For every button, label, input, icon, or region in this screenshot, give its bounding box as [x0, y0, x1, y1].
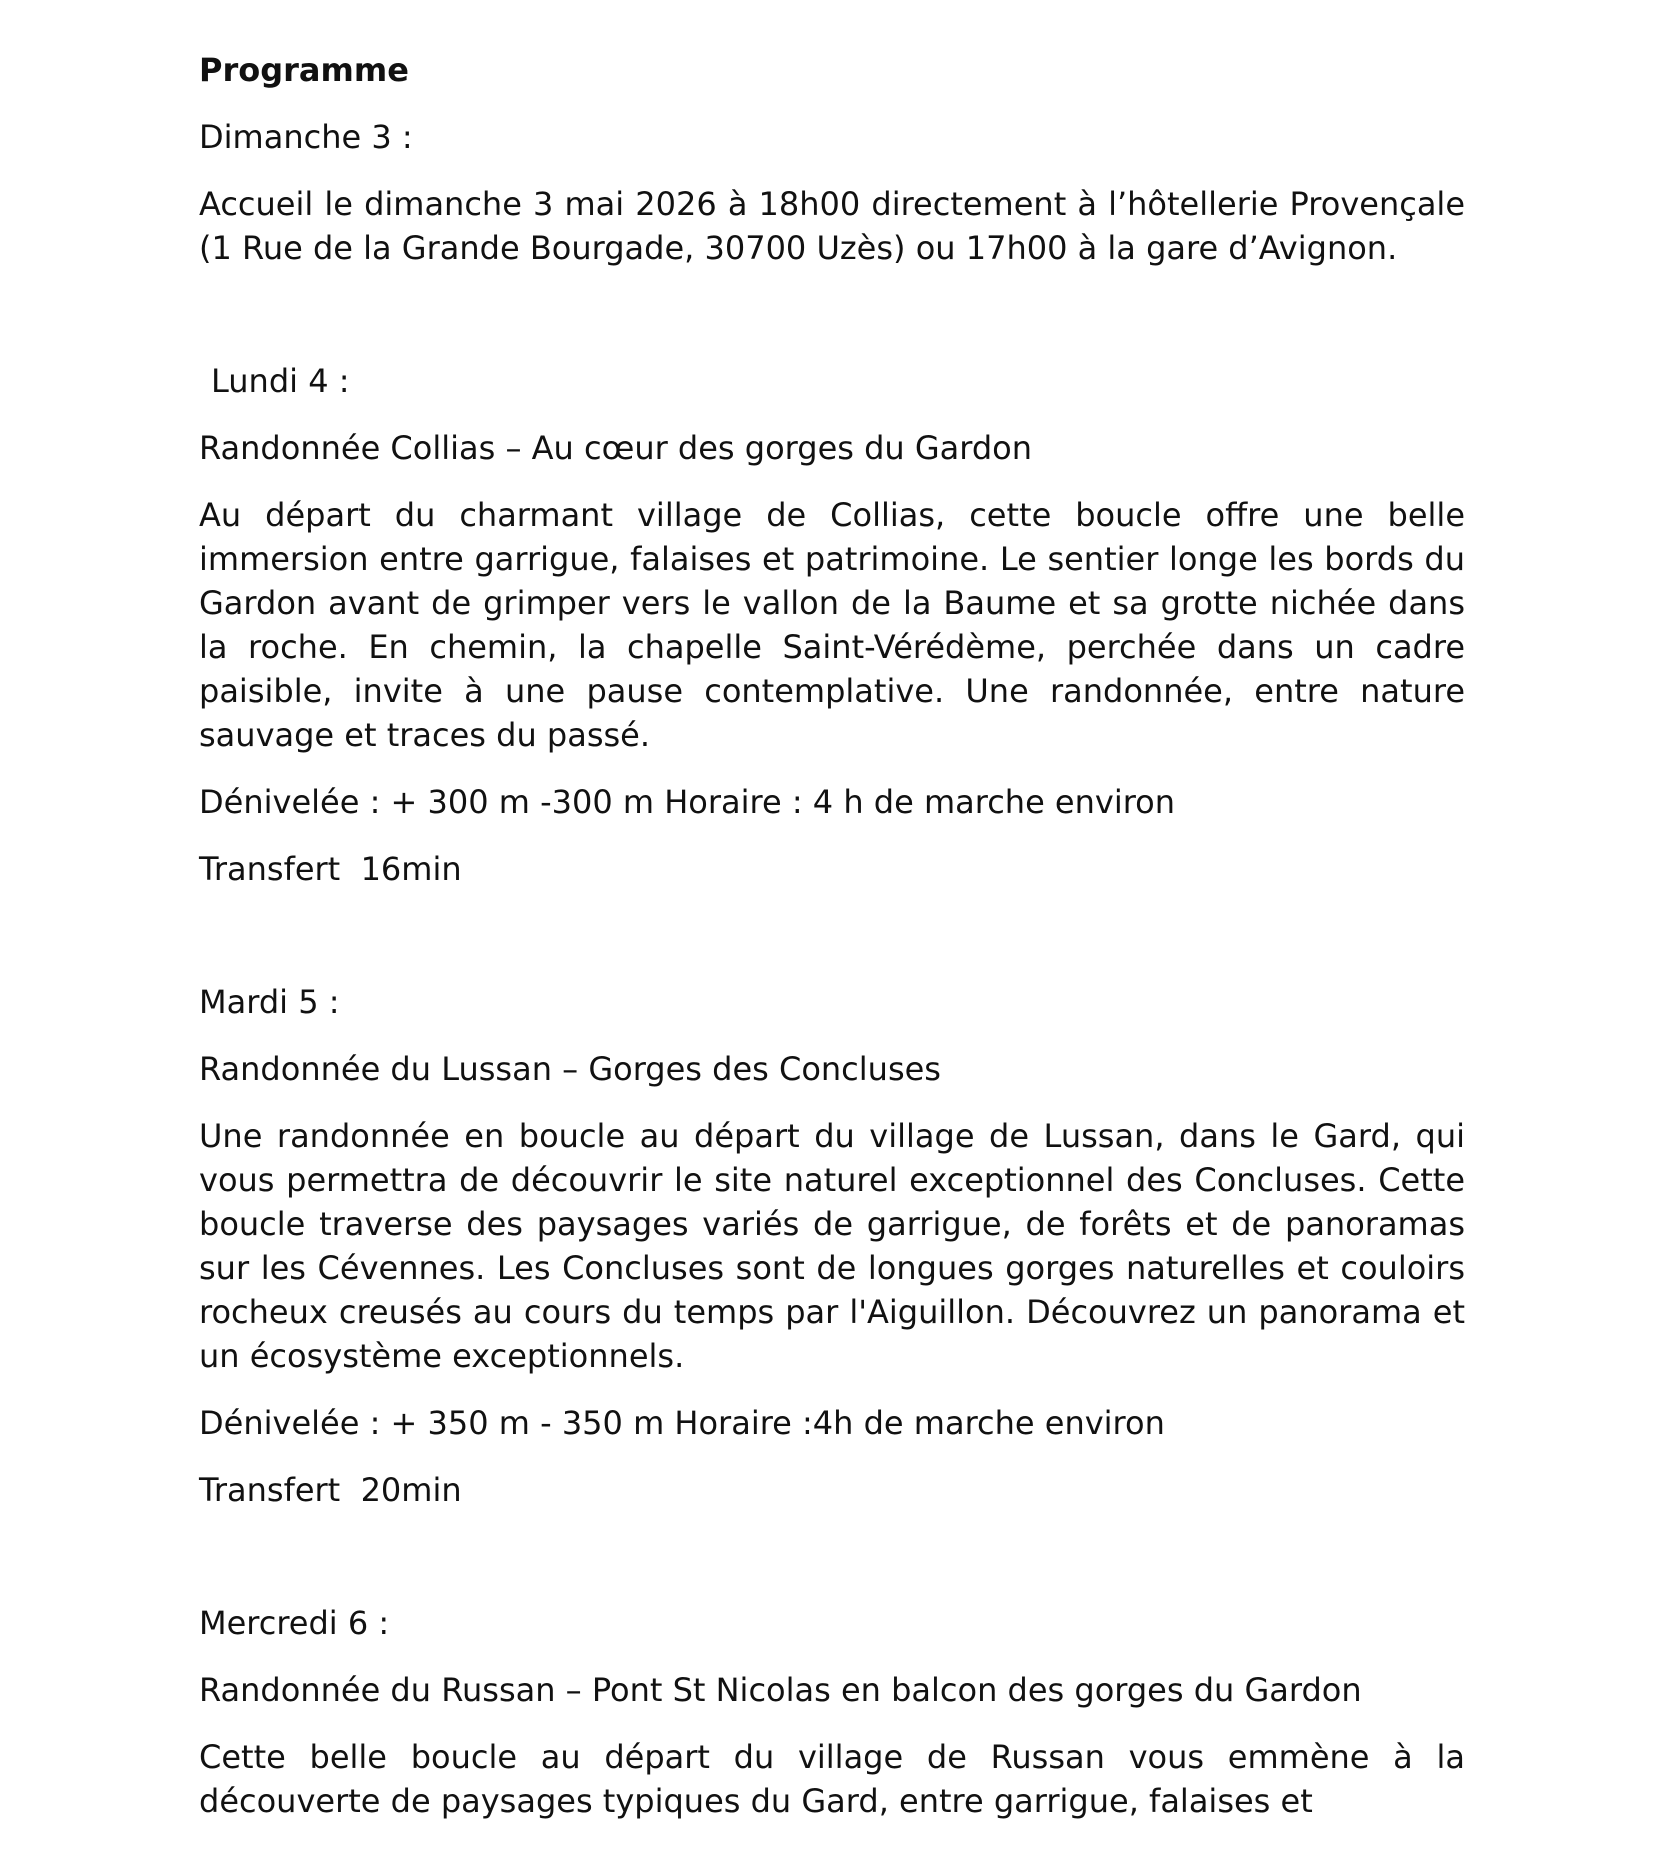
- day-description: Accueil le dimanche 3 mai 2026 à 18h00 directement à l’hôtellerie Provençale (1 Rue de la Grande Bourgade, 30700 Uzès) ou 17h00 à la gare d’Avignon.: [199, 185, 1465, 267]
- programme-title: Programme: [199, 51, 409, 89]
- hike-elevation-duration: Dénivelée : + 300 m -300 m Horaire : 4 h de marche environ: [199, 783, 1176, 821]
- day-section-monday: [199, 359, 1465, 891]
- day-heading: Dimanche 3 :: [199, 118, 413, 156]
- hike-description: Cette belle boucle au départ du village de Russan vous emmène à la découverte de paysages typiques du Gard, entre garrigue, falaises et: [199, 1738, 1465, 1820]
- day-heading: Mercredi 6 :: [199, 1604, 390, 1642]
- hike-description: Au départ du charmant village de Collias, cette boucle offre une belle immersion entre garrigue, falaises et patrimoine. Le sentier longe les bords du Gardon avant de grimper vers le vallon de la Baume et sa grotte nichée dans la roche. En chemin, la chapelle Saint-Vérédème, perchée dans un cadre paisible, invite à une pause contemplative. Une randonnée, entre nature sauvage et traces du passé.: [199, 496, 1465, 754]
- hike-transfer: Transfert 16min: [199, 850, 462, 888]
- hike-title: Randonnée du Russan – Pont St Nicolas en balcon des gorges du Gardon: [199, 1671, 1362, 1709]
- day-section-sunday: [199, 115, 1465, 270]
- hike-description: Une randonnée en boucle au départ du village de Lussan, dans le Gard, qui vous permettra de découvrir le site naturel exceptionnel des Concluses. Cette boucle traverse des paysages variés de garrigue, de forêts et de panoramas sur les Cévennes. Les Concluses sont de longues gorges naturelles et couloirs rocheux creusés au cours du temps par l'Aiguillon. Découvrez un panorama et un écosystème exceptionnels.: [199, 1117, 1465, 1375]
- hike-title: Randonnée du Lussan – Gorges des Concluses: [199, 1050, 941, 1088]
- hike-transfer: Transfert 20min: [199, 1471, 462, 1509]
- section-spacer: [199, 914, 1465, 980]
- day-section-wednesday: [199, 1601, 1465, 1823]
- day-heading: Lundi 4 :: [211, 362, 350, 400]
- section-spacer: [199, 293, 1465, 359]
- day-heading: Mardi 5 :: [199, 983, 340, 1021]
- document-page: [199, 48, 1465, 1846]
- hike-elevation-duration: Dénivelée : + 350 m - 350 m Horaire :4h de marche environ: [199, 1404, 1165, 1442]
- section-spacer: [199, 1535, 1465, 1601]
- hike-title: Randonnée Collias – Au cœur des gorges du Gardon: [199, 429, 1033, 467]
- day-section-tuesday: [199, 980, 1465, 1512]
